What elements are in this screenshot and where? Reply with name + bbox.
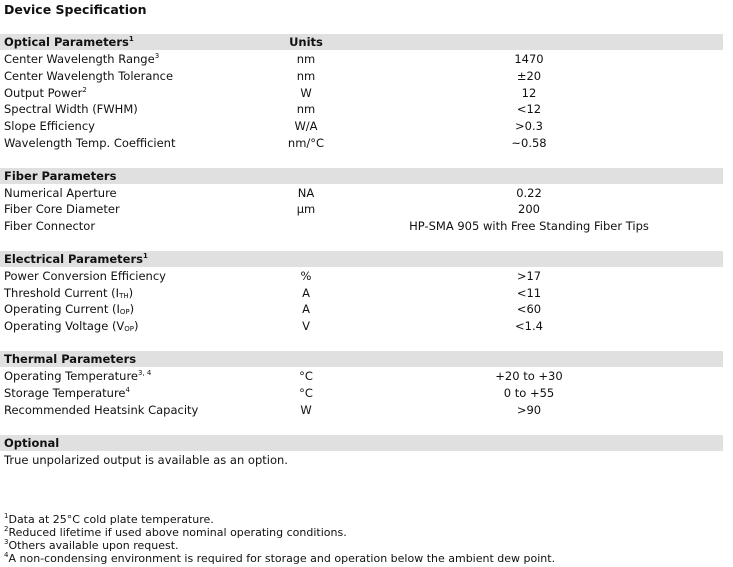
param-name: Operating Temperature — [4, 369, 138, 383]
param-value: 200 — [518, 202, 540, 216]
param-subscript: TH — [119, 292, 129, 300]
section-header-optical — [0, 34, 723, 50]
param-unit: W — [300, 403, 312, 417]
param-name: Operating Current (I — [4, 302, 120, 316]
footnote-text: A non-condensing environment is required for storage and operation below the ambient dew point. — [8, 552, 556, 565]
section-header-fiber — [0, 168, 723, 184]
param-value: <12 — [516, 102, 542, 116]
param-unit: °C — [299, 386, 313, 400]
param-value: 1470 — [514, 52, 544, 66]
param-value: 0.22 — [516, 186, 542, 200]
section-header-electrical — [0, 251, 723, 267]
spec-row — [0, 318, 723, 334]
section-header-thermal — [0, 351, 723, 367]
spec-row — [0, 385, 723, 401]
footnote-number: 4 — [4, 551, 9, 559]
section-footnote-ref: 1 — [142, 252, 148, 260]
param-value: ±20 — [516, 69, 542, 83]
param-value: HP-SMA 905 with Free Standing Fiber Tips — [409, 219, 649, 233]
spec-row — [0, 118, 723, 134]
param-name-suffix: ) — [134, 319, 139, 333]
spec-row — [0, 101, 723, 117]
param-value: <11 — [516, 286, 542, 300]
param-unit: A — [302, 302, 310, 316]
footnote-ref: 2 — [82, 86, 87, 94]
param-unit: nm/°C — [287, 136, 325, 150]
param-value: 0 to +55 — [503, 386, 555, 400]
param-name: Numerical Aperture — [4, 186, 117, 200]
footnote-ref: 3, 4 — [138, 369, 152, 377]
optional-note: True unpolarized output is available as an option. — [4, 453, 288, 467]
param-unit: nm — [296, 102, 316, 116]
param-unit: W/A — [294, 119, 318, 133]
param-value: >17 — [516, 269, 542, 283]
section-header-optional — [0, 435, 723, 451]
param-name: Fiber Core Diameter — [4, 202, 120, 216]
param-value: <1.4 — [515, 319, 543, 333]
param-value: <60 — [516, 302, 542, 316]
footnote-text: Others available upon request. — [8, 539, 179, 552]
param-subscript: OP — [124, 325, 135, 333]
footnote — [4, 551, 555, 565]
param-name-suffix: ) — [128, 286, 134, 300]
footnote-number: 1 — [4, 512, 9, 520]
footnote — [4, 538, 179, 552]
spec-row — [0, 402, 723, 418]
spec-row — [0, 301, 723, 317]
spec-row — [0, 135, 723, 151]
section-title-electrical: Electrical Parameters — [4, 252, 143, 266]
section-title-optical: Optical Parameters — [4, 35, 129, 49]
footnote-text: Data at 25°C cold plate temperature. — [8, 513, 214, 526]
footnote-text: Reduced lifetime if used above nominal operating conditions. — [8, 526, 347, 539]
param-value: >90 — [516, 403, 542, 417]
param-name: Fiber Connector — [4, 219, 96, 233]
param-name: Output Power — [4, 86, 83, 100]
section-title-optional: Optional — [4, 436, 60, 450]
param-name: Slope Efficiency — [4, 119, 95, 133]
param-unit: °C — [299, 369, 313, 383]
footnote-number: 2 — [4, 525, 9, 533]
param-name: Storage Temperature — [4, 386, 126, 400]
param-name: Center Wavelength Range — [4, 52, 155, 66]
footnote-ref: 4 — [125, 386, 130, 394]
spec-row — [0, 85, 723, 101]
section-title-thermal: Thermal Parameters — [4, 352, 137, 366]
units-column-header: Units — [289, 35, 323, 49]
param-unit: nm — [296, 52, 316, 66]
spec-row — [0, 218, 723, 234]
param-unit: nm — [296, 69, 316, 83]
spec-row — [0, 201, 723, 217]
param-name: Operating Voltage (V — [4, 319, 125, 333]
footnote-ref: 3 — [154, 52, 160, 60]
param-name: Wavelength Temp. Coefficient — [4, 136, 176, 150]
param-name-suffix: ) — [129, 302, 135, 316]
param-name: Spectral Width (FWHM) — [4, 102, 138, 116]
footnote-number: 3 — [4, 538, 9, 546]
footnote — [4, 525, 347, 539]
param-value: ~0.58 — [511, 136, 547, 150]
section-title-fiber: Fiber Parameters — [4, 169, 117, 183]
param-value: >0.3 — [515, 119, 543, 133]
spec-row — [0, 51, 723, 67]
param-unit: µm — [296, 202, 316, 216]
param-subscript: OP — [119, 308, 130, 316]
spec-row — [0, 68, 723, 84]
param-unit: A — [302, 286, 310, 300]
param-value: 12 — [521, 86, 537, 100]
footnote — [4, 512, 214, 526]
param-unit: V — [302, 319, 310, 333]
spec-row — [0, 368, 723, 384]
param-name: Threshold Current (I — [4, 286, 120, 300]
param-unit: W — [300, 86, 312, 100]
page-title: Device Specification — [4, 2, 147, 17]
param-unit: NA — [297, 186, 315, 200]
spec-row — [0, 285, 723, 301]
spec-row — [0, 268, 723, 284]
param-unit: % — [300, 269, 312, 283]
param-name: Power Conversion Efficiency — [4, 269, 166, 283]
param-value: +20 to +30 — [495, 369, 563, 383]
spec-row — [0, 185, 723, 201]
section-footnote-ref: 1 — [128, 35, 134, 43]
param-name: Center Wavelength Tolerance — [4, 69, 174, 83]
param-name: Recommended Heatsink Capacity — [4, 403, 199, 417]
